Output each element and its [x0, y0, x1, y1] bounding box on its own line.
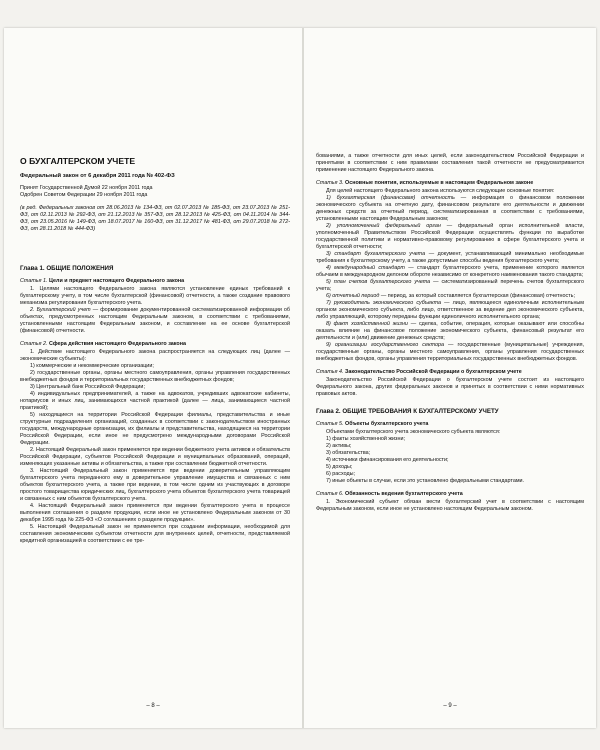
article-label: Статья 6.	[316, 491, 344, 497]
definition-item	[316, 293, 584, 300]
paragraph: 1. Действие настоящего Федерального закона распространяется на следующих лиц (далее — экономические субъекты):	[20, 349, 290, 362]
article-heading	[20, 341, 290, 348]
page-number: – 9 –	[443, 703, 457, 709]
chapter-heading: Глава 2. ОБЩИЕ ТРЕБОВАНИЯ К БУХГАЛТЕРСКОМУ УЧЕТУ	[316, 408, 499, 415]
article-heading	[20, 278, 290, 285]
adoption-date: Принят Государственной Думой 22 ноября 2011 года	[20, 185, 153, 191]
paragraph	[20, 307, 290, 335]
list-item: 7) иные объекты в случае, если это установлено федеральными стандартами.	[326, 478, 525, 484]
list-item: 4) индивидуальных предпринимателей, а также на адвокатов, учредивших адвокатские кабинеты, нотариусов и иных лиц, занимающихся частной практикой (далее — лица, занимающиеся частной практикой);	[20, 391, 290, 411]
paragraph: 5. Настоящий Федеральный закон не применяется при создании информации, необходимой для составления экономическим субъектом отчетности для внутренних целей, отчетности, представляемой кредитной организацией в соответствии с ее тре-	[20, 524, 290, 544]
term: 6) отчетный период	[326, 293, 380, 299]
term: 5) план счетов бухгалтерского учета	[326, 279, 431, 285]
list-item: 3) Центральный банк Российской Федерации;	[30, 384, 145, 390]
definition: — лицо, являющееся единоличным исполнительным органом экономического субъекта, либо лицо, ответственное за ведение дел экономического субъекта, либо управляющий, которому переданы функции единоличного исполнительного органа;	[316, 300, 585, 320]
list-item: 5) доходы;	[326, 464, 353, 470]
definition: — стандарт бухгалтерского учета, применение которого является обычаем в международном делоном обороте независимо от конкретного наименования такого стандарта;	[316, 265, 584, 278]
article-title: Обязанность ведения бухгалтерского учета	[345, 491, 463, 497]
definition: — информация о финансовом положении экономического субъекта на отчетную дату, финансовом результате его деятельности и движении денежных средств за отчетный период, систематизированная в соответствии с требованиями, установленными настоящим Федеральным законом;	[316, 195, 584, 222]
definition: — формирование документированной систематизированной информации об объектах, предусмотренных настоящим Федеральным законом, в соответствии с требованиями, установленными настоящим Федеральным законом, и составление на ее основе бухгалтерской (финансовой) отчетности.	[20, 307, 290, 334]
definition-item	[316, 223, 584, 251]
book-spread	[4, 28, 596, 728]
article-heading	[316, 491, 584, 498]
law-title: О БУХГАЛТЕРСКОМ УЧЕТЕ	[20, 156, 136, 166]
paragraph: Для целей настоящего Федерального закона используются следующие основные понятия:	[326, 188, 555, 194]
law-identifier: Федеральный закон от 6 декабря 2011 года № 402-ФЗ	[20, 173, 175, 179]
article-heading	[316, 180, 584, 187]
list-item: 1) коммерческие и некоммерческие организации;	[30, 363, 154, 369]
article-title: Цели и предмет настоящего Федерального закона	[49, 278, 185, 284]
definition-item	[316, 265, 584, 279]
article-heading	[316, 369, 584, 376]
definition: — систематизированный перечень счетов бухгалтерского учета;	[316, 279, 584, 292]
paragraph: 1. Целями настоящего Федерального закона являются установление единых требований к бухгалтерскому учету, в том числе бухгалтерской (финансовой) отчетности, а также создание правового механизма регулирования бухгалтерского учета.	[20, 286, 290, 306]
term: 2) уполномоченный федеральный орган	[326, 223, 441, 229]
article-title: Сфера действия настоящего Федерального закона	[49, 341, 186, 347]
paragraph: Законодательство Российской Федерации о бухгалтерском учете состоит из настоящего Федерального закона, других федеральных законов и принятых в соответствии с ними нормативных правовых актов.	[316, 377, 584, 397]
definition: — период, за который составляется бухгалтерская (финансовая) отчетность;	[379, 293, 575, 299]
paragraph: 3. Настоящий Федеральный закон применяется при ведении доверительным управляющим бухгалтерского учета переданного ему в доверительное управление имущества и связанных с ним объектов бухгалтерского учета, а также при ведении, в том числе одним из участвующих в договоре простого товарищества юридических лиц, бухгалтерского учета объектов бухгалтерского учета товарищей и связанных с ним объектов бухгалтерского учета.	[20, 468, 290, 502]
definition-item	[316, 195, 584, 223]
term: 2. Бухгалтерский учет	[30, 307, 91, 313]
term: 1) бухгалтерская (финансовая) отчетность	[326, 195, 455, 201]
list-item: 2) государственные органы, органы местного самоуправления, органы управления государственных внебюджетных фондов и территориальных государственных внебюджетных фондов;	[20, 370, 290, 383]
right-page	[304, 28, 596, 728]
list-item: 2) активы;	[326, 443, 352, 449]
article-heading	[316, 421, 584, 428]
page-number: – 8 –	[146, 703, 160, 709]
paragraph: 1. Экономический субъект обязан вести бухгалтерский учет в соответствии с настоящим Федеральным законом, если иное не установлено настоящим Федеральным законом.	[316, 499, 584, 512]
definition-item	[316, 321, 584, 342]
paragraph: 4. Настоящий Федеральный закон применяется при ведении бухгалтерского учета в процессе выполнения соглашения о разделе продукции, если иное не установлено Федеральным законом от 30 декабря 1995 года № 225-ФЗ «О соглашениях о разделе продукции».	[20, 503, 290, 523]
term: 9) организации государственного сектора	[326, 342, 445, 348]
paragraph: 2. Настоящий Федеральный закон применяется при ведении бюджетного учета активов и обязательств Российской Федерации, субъектов Российской Федерации и муниципальных образований, операций, изменяющих указанные активы и обязательства, а также при составлении бюджетной отчетности.	[20, 447, 290, 467]
term: 7) руководитель экономического субъекта	[326, 300, 442, 306]
definition-item	[316, 251, 584, 265]
term: 3) стандарт бухгалтерского учета	[326, 251, 426, 257]
definition: — сделка, событие, операция, которые оказывают или способны оказать влияние на финансовое положение экономического субъекта, финансовый результат его деятельности и (или) движение денежных средств;	[316, 321, 584, 341]
list-item: 3) обязательства;	[326, 450, 371, 456]
paragraph: Объектами бухгалтерского учета экономического субъекта являются:	[326, 429, 501, 435]
article-title: Объекты бухгалтерского учета	[345, 421, 429, 427]
article-label: Статья 2.	[20, 341, 48, 347]
definition: — документ, устанавливающий минимально необходимые требования к бухгалтерскому учету, а также допустимые способы ведения бухгалтерского учета;	[316, 251, 584, 264]
term: 8) факт хозяйственной жизни	[326, 321, 408, 327]
list-item: 6) расходы;	[326, 471, 356, 477]
paragraph: бованиями, а также отчетности для иных целей, если законодательством Российской Федерации и принятыми в соответствии с ним правилами составления такой отчетности не предусматривается применение настоящего Федерального закона.	[316, 153, 584, 173]
list-item: 4) источники финансирования его деятельности;	[326, 457, 449, 463]
list-item: 5) находящиеся на территории Российской Федерации филиалы, представительства и иные структурные подразделения организаций, созданных в соответствии с законодательством иностранных государств, международные организации, их филиалы и представительства, находящиеся на территории Российской Федерации, если иное не предусмотрено международными договорами Российской Федерации.	[20, 412, 290, 446]
amendments-list: (в ред. Федеральных законов от 28.06.2013 № 134-ФЗ, от 02.07.2013 № 185-ФЗ, от 23.07.2013 № 251-ФЗ, от 02.11.2013 № 292-ФЗ, от 21.12.2013 № 357-ФЗ, от 28.12.2013 № 425-ФЗ, от 04.11.2014 № 344-ФЗ, от 23.05.2016 № 149-ФЗ, от 18.07.2017 № 160-ФЗ, от 31.12.2017 № 481-ФЗ, от 29.07.2018 № 272-ФЗ, от 28.11.2018 № 444-ФЗ)	[20, 205, 290, 232]
definition-item	[316, 300, 584, 321]
approval-date: Одобрен Советом Федерации 29 ноября 2011 года	[20, 192, 148, 198]
list-item: 1) факты хозяйственной жизни;	[326, 436, 405, 442]
article-title: Основные понятия, используемые в настоящем Федеральном законе	[345, 180, 534, 186]
left-page	[4, 28, 302, 728]
chapter-heading: Глава 1. ОБЩИЕ ПОЛОЖЕНИЯ	[20, 265, 114, 272]
article-title: Законодательство Российской Федерации о бухгалтерском учете	[345, 369, 522, 375]
article-label: Статья 4.	[316, 369, 344, 375]
definition-item	[316, 342, 584, 363]
article-label: Статья 1.	[20, 278, 48, 284]
definition: — государственные (муниципальные) учреждения, государственные органы, органы местного самоуправления, органы управления государственных внебюджетных фондов, органы управления территориальных государственных внебюджетных фондов.	[316, 342, 584, 362]
article-label: Статья 5.	[316, 421, 344, 427]
article-label: Статья 3.	[316, 180, 344, 186]
definition: — федеральный орган исполнительной власти, уполномоченный Правительством Российской Федерации осуществлять функции по выработке государственной политики и нормативно-правовому регулированию в сфере бухгалтерского учета и бухгалтерской отчетности;	[316, 223, 584, 250]
term: 4) международный стандарт	[326, 265, 405, 271]
definition-item	[316, 279, 584, 293]
